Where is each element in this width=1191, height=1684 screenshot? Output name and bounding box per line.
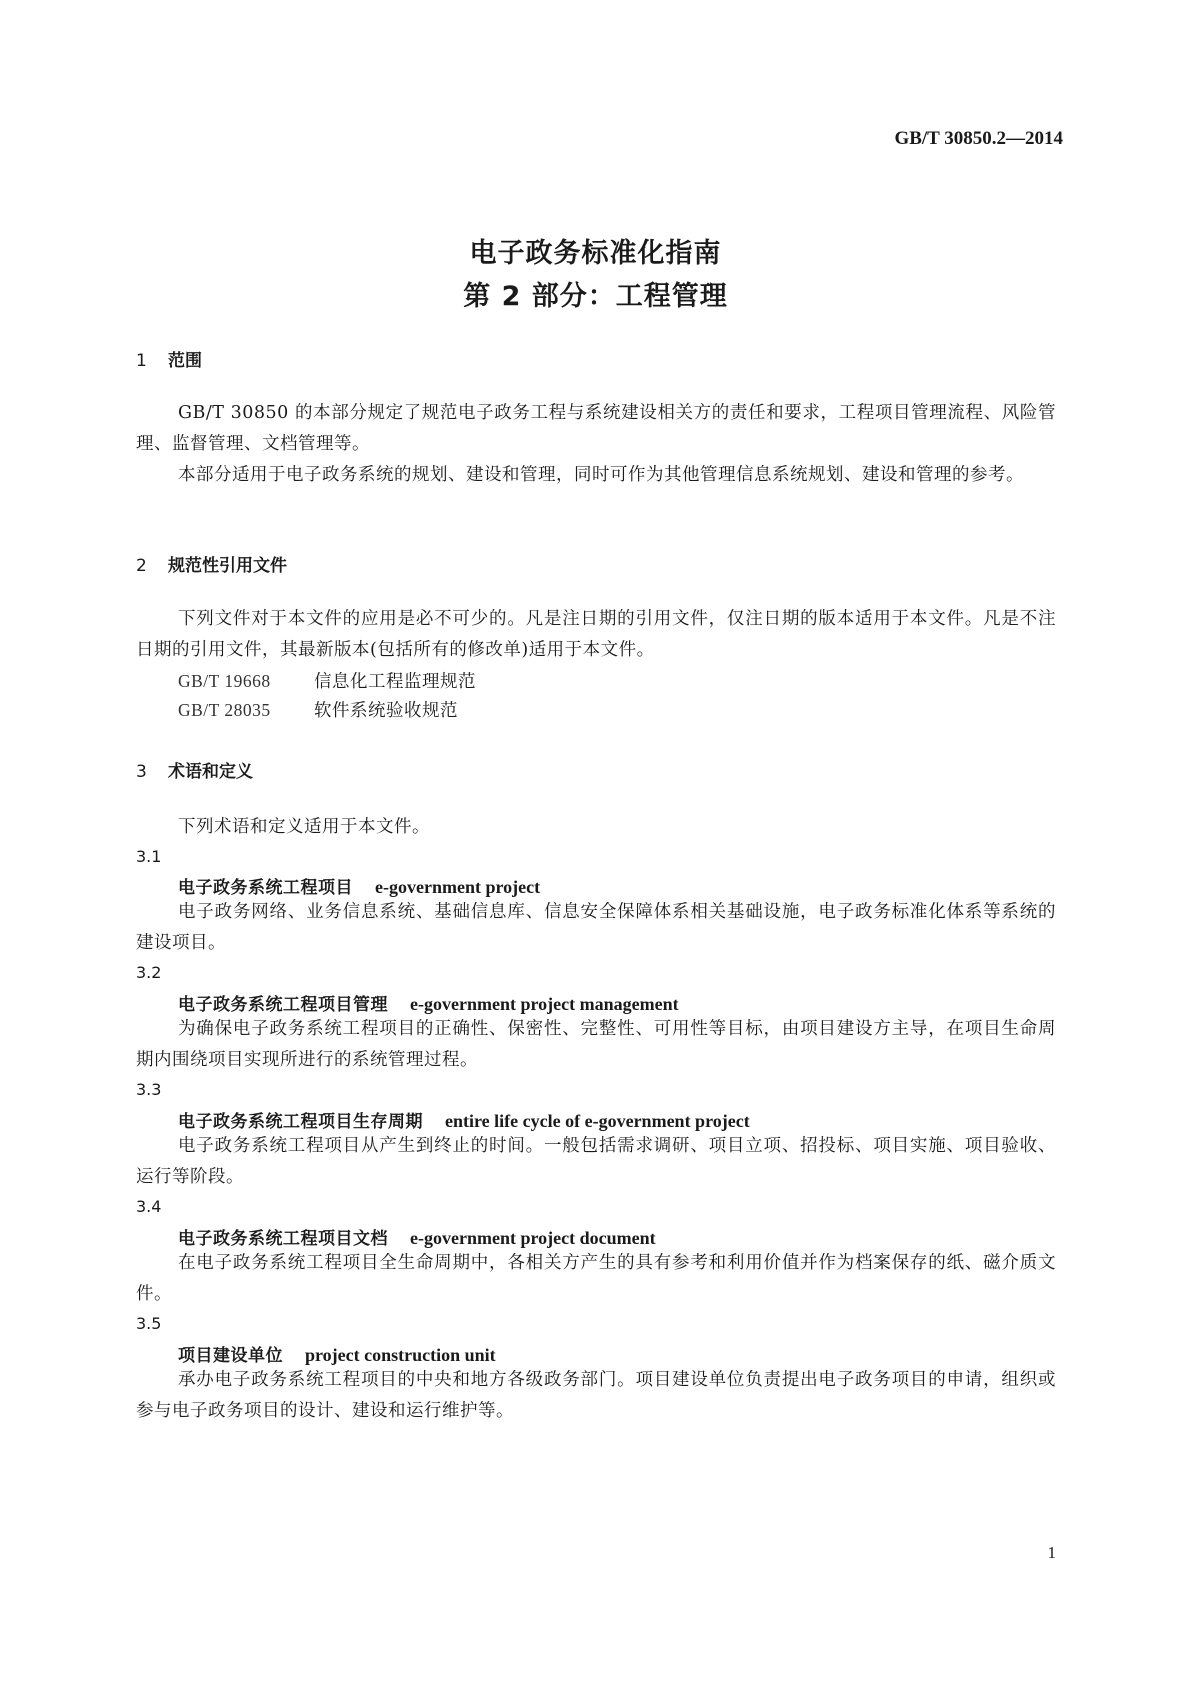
section-number: 1 xyxy=(136,351,147,371)
term-entry xyxy=(178,873,540,898)
paragraph: GB/T 30850 的本部分规定了规范电子政务工程与系统建设相关方的责任和要求，工程项目管理流程、风险管理、监督管理、文档管理等。 xyxy=(136,403,1056,454)
term-entry xyxy=(178,990,679,1015)
reference-title: 信息化工程监理规范 xyxy=(314,672,476,692)
term-number: 3.2 xyxy=(136,963,162,982)
term-entry xyxy=(178,1224,656,1249)
term-en: e-government project xyxy=(375,877,541,897)
term-definition: 电子政务网络、业务信息系统、基础信息库、信息安全保障体系相关基础设施，电子政务标准化体系等系统的建设项目。 xyxy=(136,902,1056,953)
term-definition: 为确保电子政务系统工程项目的正确性、保密性、完整性、可用性等目标，由项目建设方主导，在项目生命周期内围绕项目实现所进行的系统管理过程。 xyxy=(136,1019,1056,1070)
term-number: 3.3 xyxy=(136,1080,162,1099)
reference-code: GB/T 19668 xyxy=(178,671,271,691)
term-en: e-government project management xyxy=(410,994,679,1014)
term-definition: 电子政务系统工程项目从产生到终止的时间。一般包括需求调研、项目立项、招投标、项目实施、项目验收、运行等阶段。 xyxy=(136,1136,1056,1187)
section-title: 规范性引用文件 xyxy=(168,556,287,576)
reference-code: GB/T 28035 xyxy=(178,700,271,720)
document-title: 电子政务标准化指南 xyxy=(469,238,722,269)
term-definition: 在电子政务系统工程项目全生命周期中，各相关方产生的具有参考和利用价值并作为档案保存的纸、磁介质文件。 xyxy=(136,1253,1056,1304)
section-heading-terms-definitions xyxy=(136,757,253,782)
term-zh: 电子政务系统工程项目管理 xyxy=(178,995,388,1015)
reference-item xyxy=(178,668,476,693)
section-heading-normative-references xyxy=(136,551,287,576)
term-zh: 电子政务系统工程项目 xyxy=(178,878,353,898)
paragraph: 下列文件对于本文件的应用是必不可少的。凡是注日期的引用文件，仅注日期的版本适用于本文件。凡是不注日期的引用文件，其最新版本(包括所有的修改单)适用于本文件。 xyxy=(136,609,1056,660)
reference-item xyxy=(178,697,458,722)
page-number: 1 xyxy=(1047,1543,1056,1562)
term-entry xyxy=(178,1107,750,1132)
term-entry xyxy=(178,1341,496,1366)
section-number: 2 xyxy=(136,556,147,576)
paragraph: 下列术语和定义适用于本文件。 xyxy=(178,817,430,837)
section-number: 3 xyxy=(136,762,147,782)
term-number: 3.5 xyxy=(136,1314,162,1333)
section-title: 范围 xyxy=(168,351,202,371)
section-heading-scope xyxy=(136,346,202,371)
reference-title: 软件系统验收规范 xyxy=(314,701,458,721)
term-en: e-government project document xyxy=(410,1228,656,1248)
term-en: project construction unit xyxy=(305,1345,496,1365)
standard-code: GB/T 30850.2—2014 xyxy=(894,128,1063,149)
section-title: 术语和定义 xyxy=(168,762,253,782)
term-zh: 电子政务系统工程项目文档 xyxy=(178,1229,388,1249)
term-number: 3.1 xyxy=(136,847,162,866)
term-en: entire life cycle of e-government project xyxy=(445,1111,750,1131)
term-definition: 承办电子政务系统工程项目的中央和地方各级政务部门。项目建设单位负责提出电子政务项目的申请，组织或参与电子政务项目的设计、建设和运行维护等。 xyxy=(136,1370,1056,1421)
paragraph: 本部分适用于电子政务系统的规划、建设和管理，同时可作为其他管理信息系统规划、建设和管理的参考。 xyxy=(178,465,1024,485)
term-zh: 项目建设单位 xyxy=(178,1346,283,1366)
term-number: 3.4 xyxy=(136,1197,162,1216)
term-zh: 电子政务系统工程项目生存周期 xyxy=(178,1112,423,1132)
document-subtitle: 第 2 部分：工程管理 xyxy=(463,281,728,312)
